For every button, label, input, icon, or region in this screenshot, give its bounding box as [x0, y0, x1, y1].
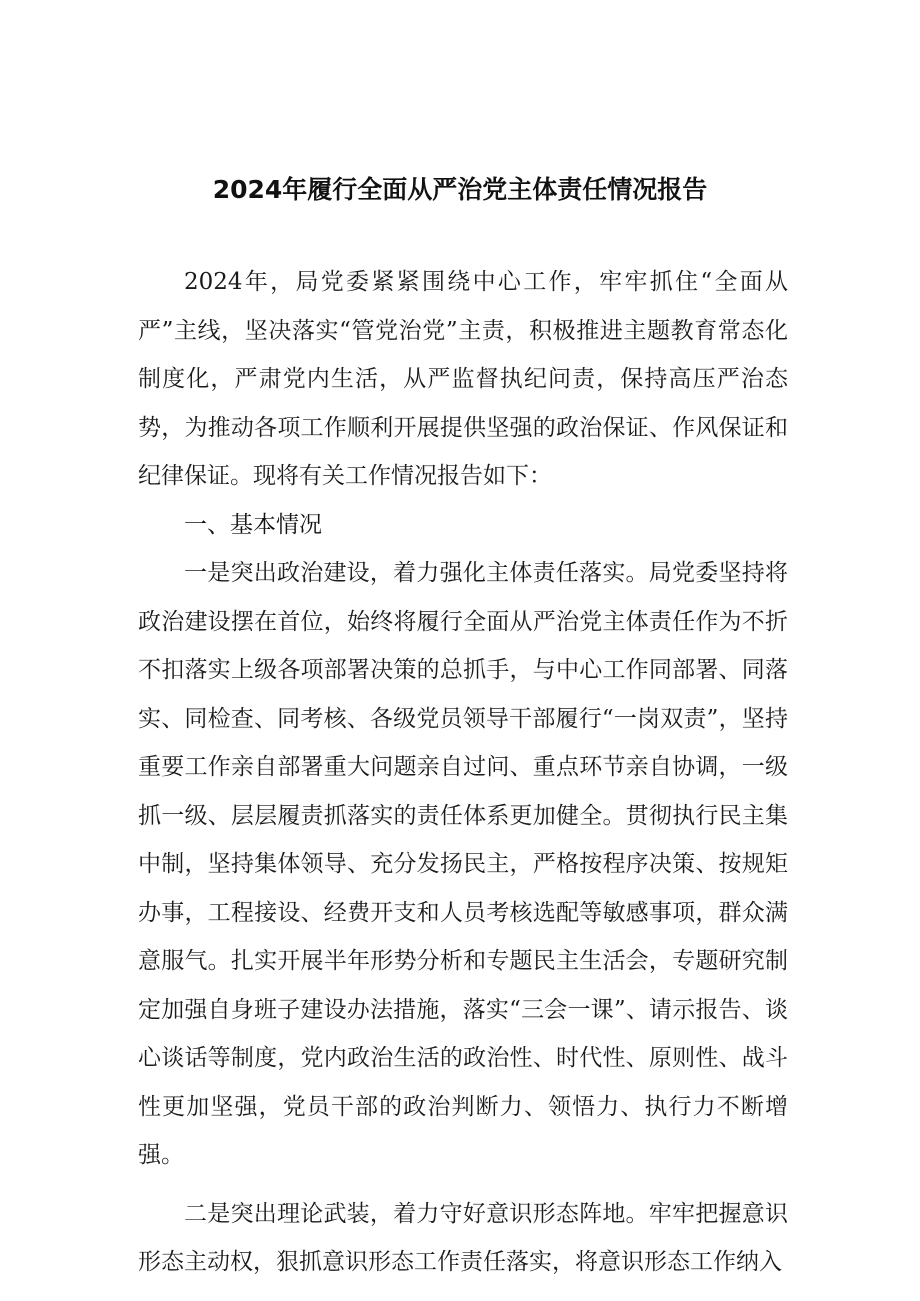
paragraph-theoretical-armament: 二是突出理论武装，着力守好意识形态阵地。牢牢把握意识形态主动权，狠抓意识形态工作责任落实，将意识形态工作纳入 — [138, 1200, 788, 1275]
intro-paragraph: 2024年，局党委紧紧围绕中心工作，牢牢抓住“全面从严”主线，坚决落实“管党治党”主责，积极推进主题教育常态化制度化，严肃党内生活，从严监督执纪问责，保持高压严治态势，为推动各项工作顺利开展提供坚强的政治保证、作风保证和纪律保证。现将有关工作情况报告如下： — [138, 269, 788, 489]
paragraph-political-construction: 一是突出政治建设，着力强化主体责任落实。局党委坚持将政治建设摆在首位，始终将履行全面从严治党主体责任作为不折不扣落实上级各项部署决策的总抓手，与中心工作同部署、同落实、同检查、同考核、各级党员领导干部履行“一岗双责”，坚持重要工作亲自部署重大问题亲自过问、重点环节亲自协调，一级抓一级、层层履责抓落实的责任体系更加健全。贯彻执行民主集中制，坚持集体领导、充分发扬民主，严格按程序决策、按规矩办事，工程接设、经费开支和人员考核选配等敏感事项，群众满意服气。扎实开展半年形势分析和专题民主生活会，专题研究制定加强自身班子建设办法措施，落实“三会一课”、请示报告、谈心谈话等制度，党内政治生活的政治性、时代性、原则性、战斗性更加坚强，党员干部的政治判断力、领悟力、执行力不断增强。 — [138, 560, 788, 1168]
document-body — [138, 258, 788, 1287]
document-title: 2024年履行全面从严治党主体责任情况报告 — [212, 175, 708, 204]
section-heading-basic-situation: 一、基本情况 — [184, 511, 322, 538]
